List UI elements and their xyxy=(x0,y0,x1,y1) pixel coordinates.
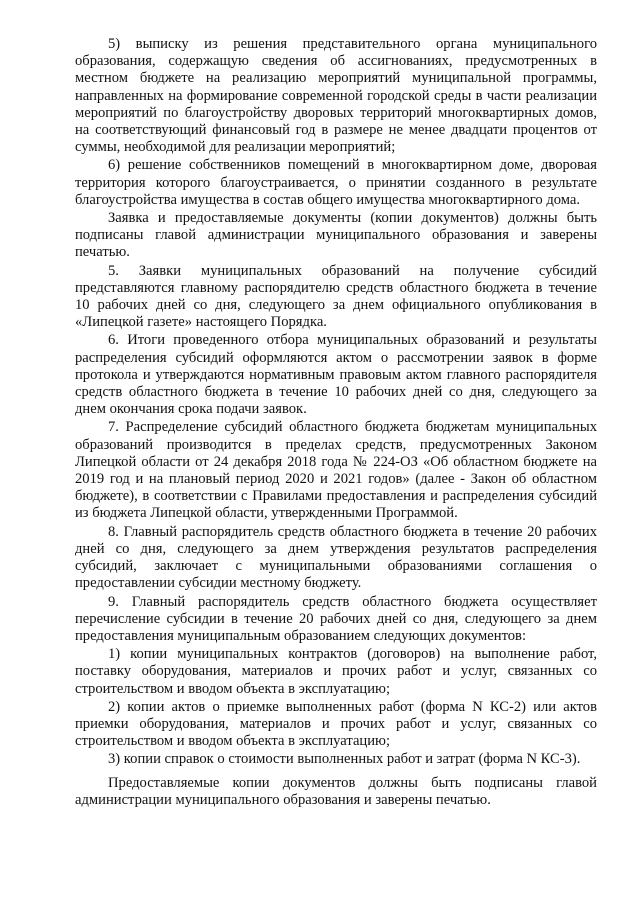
document-page xyxy=(75,36,597,810)
paragraph-doc-item-1: 1) копии муниципальных контрактов (договоров) на выполнение работ, поставку оборудования, материалов и прочих работ и услуг, связанных со строительством и вводом объекта в эксплуатацию; xyxy=(75,646,597,697)
paragraph-clause-6: 6. Итоги проведенного отбора муниципальных образований и результаты распределения субсидий оформляются актом о рассмотрении заявок в форме протокола и утверждаются нормативным правовым актом главного распорядителя средств областного бюджета в течение 10 рабочих дней со дня, следующего за днем окончания срока подачи заявок. xyxy=(75,332,597,418)
paragraph-application-signature: Заявка и предоставляемые документы (копии документов) должны быть подписаны главой администрации муниципального образования и заверены печатью. xyxy=(75,210,597,261)
paragraph-copies-signature: Предоставляемые копии документов должны быть подписаны главой администрации муниципального образования и заверены печатью. xyxy=(75,774,597,808)
paragraph-doc-item-3: 3) копии справок о стоимости выполненных работ и затрат (форма N КС-3). xyxy=(108,751,581,768)
paragraph-item-5: 5) выписку из решения представительного органа муниципального образования, содержащую сведения об ассигнованиях, предусмотренных в местном бюджете на реализацию мероприятий муниципальной программы, направленных на формирование современной городской среды в части реализации мероприятий по благоустройству дворовых территорий многоквартирных домов, на соответствующий финансовый год в размере не менее двадцати процентов от суммы, необходимой для реализации мероприятий; xyxy=(75,36,597,156)
paragraph-item-6: 6) решение собственников помещений в многоквартирном доме, дворовая территория которого благоустраивается, о принятии созданного в результате благоустройства имущества в состав общего имущества многоквартирного дома. xyxy=(75,157,597,208)
paragraph-clause-5: 5. Заявки муниципальных образований на получение субсидий представляются главному распорядителю средств областного бюджета в течение 10 рабочих дней со дня, следующего за днем официального опубликования в «Липецкой газете» настоящего Порядка. xyxy=(75,262,597,331)
paragraph-clause-7: 7. Распределение субсидий областного бюджета бюджетам муниципальных образований производится в пределах средств, предусмотренных Законом Липецкой области от 24 декабря 2018 года № 224-ОЗ «Об областном бюджете на 2019 год и на плановый период 2020 и 2021 годов» (далее - Закон об областном бюджете), в соответствии с Правилами предоставления и распределения субсидий из бюджета Липецкой области, утвержденными Программой. xyxy=(75,419,597,522)
paragraph-clause-8: 8. Главный распорядитель средств областного бюджета в течение 20 рабочих дней со дня, следующего за днем утверждения результатов распределения субсидий, заключает с муниципальными образованиями соглашения о предоставлении субсидии местному бюджету. xyxy=(75,523,597,592)
paragraph-doc-item-2: 2) копии актов о приемке выполненных работ (форма N КС-2) или актов приемки оборудования, материалов и прочих работ и услуг, связанных со строительством и вводом объекта в эксплуатацию; xyxy=(75,698,597,750)
paragraph-clause-9: 9. Главный распорядитель средств областного бюджета осуществляет перечисление субсидии в течение 20 рабочих дней со дня, следующего за днем предоставления муниципальным образованием следующих документов: xyxy=(75,593,597,644)
